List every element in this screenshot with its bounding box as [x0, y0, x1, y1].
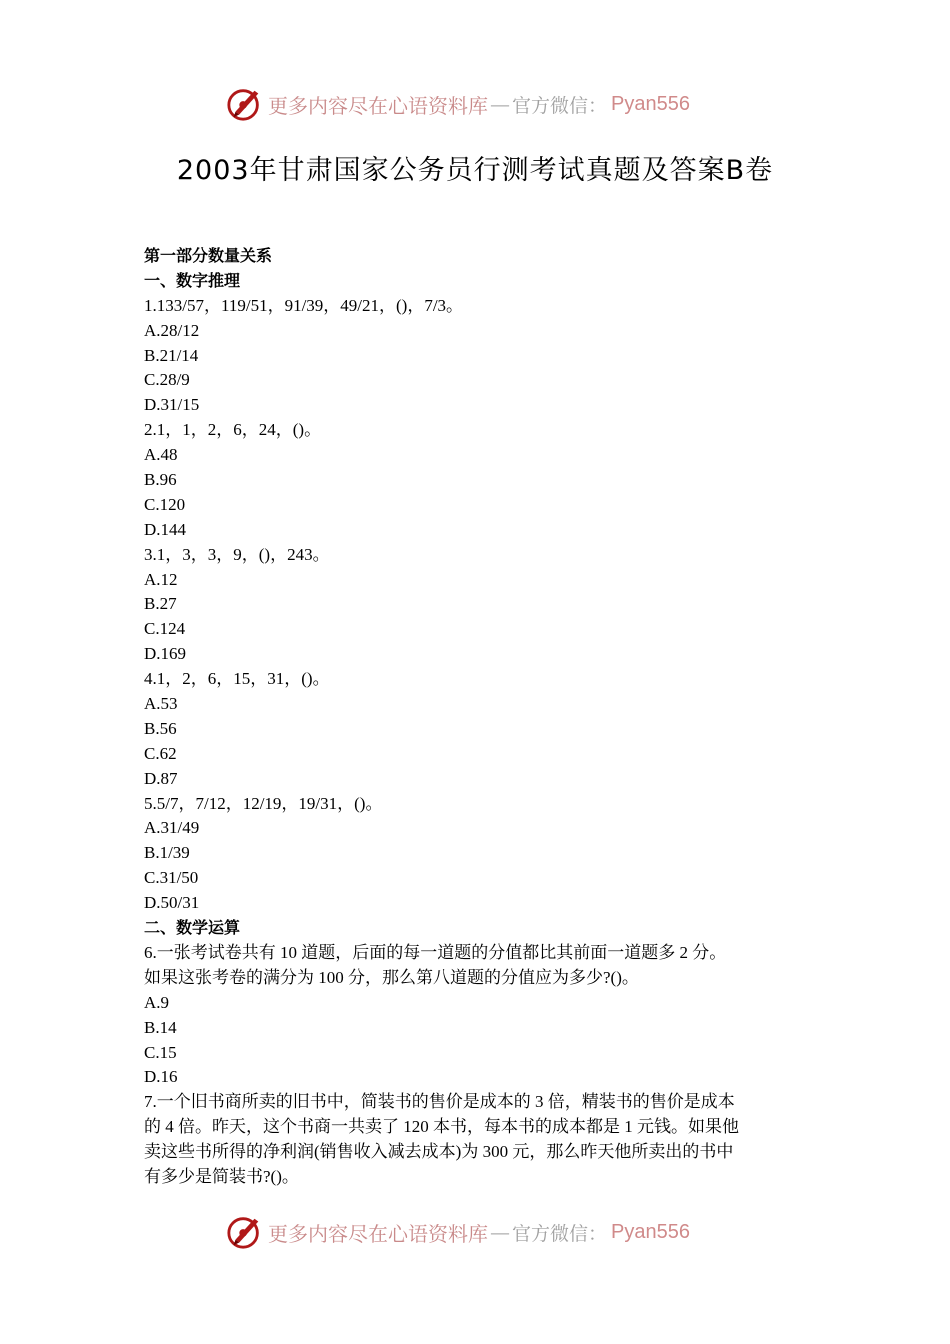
text-line: 7.一个旧书商所卖的旧书中，简装书的售价是成本的 3 倍，精装书的售价是成本: [144, 1092, 735, 1112]
pen-logo-icon: [226, 85, 264, 123]
text-line: B.21/14: [144, 345, 199, 365]
text-line: D.50/31: [144, 893, 200, 913]
watermark-text: 更多内容尽在心语资料库: [268, 1221, 488, 1246]
text-line: A.28/12: [144, 320, 200, 340]
text-line: 如果这张考卷的满分为 100 分，那么第八道题的分值应为多少?()。: [144, 967, 639, 987]
watermark-banner-bottom: [226, 1210, 726, 1254]
watermark-text: 更多内容尽在心语资料库: [268, 93, 488, 118]
text-line: 1.133/57，119/51，91/39，49/21，()，7/3。: [144, 295, 464, 315]
text-line: C.124: [144, 619, 186, 639]
text-line: B.1/39: [144, 843, 190, 863]
text-line: D.31/15: [144, 395, 200, 415]
text-line: D.169: [144, 644, 187, 664]
watermark-wechat-label: 官方微信：: [512, 94, 608, 117]
watermark-wechat-id: Pyan556: [611, 1220, 690, 1243]
text-line: D.16: [144, 1067, 178, 1087]
text-line: A.31/49: [144, 818, 200, 838]
text-line: C.31/50: [144, 868, 199, 888]
text-line: B.56: [144, 718, 177, 738]
document-body: [144, 244, 814, 1190]
section-heading: 二、数学运算: [144, 918, 241, 938]
text-line: 4.1，2，6，15，31，()。: [144, 669, 330, 689]
section-heading: 一、数字推理: [144, 270, 241, 290]
text-line: 卖这些书所得的净利润(销售收入减去成本)为 300 元，那么昨天他所卖出的书中: [144, 1142, 734, 1162]
text-line: 有多少是简装书?()。: [144, 1166, 299, 1186]
text-line: C.28/9: [144, 370, 190, 390]
text-line: C.120: [144, 494, 186, 514]
text-line: A.48: [144, 445, 178, 465]
text-line: B.96: [144, 470, 177, 490]
text-line: D.87: [144, 768, 178, 788]
text-line: 5.5/7，7/12，12/19，19/31，()。: [144, 793, 383, 813]
text-line: 6.一张考试卷共有 10 道题，后面的每一道题的分值都比其前面一道题多 2 分。: [144, 942, 727, 962]
text-line: C.62: [144, 743, 177, 763]
text-line: B.14: [144, 1017, 177, 1037]
text-line: B.27: [144, 594, 177, 614]
pen-logo-icon: [226, 1213, 264, 1251]
watermark-wechat-label: 官方微信：: [512, 1222, 608, 1245]
text-line: A.9: [144, 992, 170, 1012]
watermark-banner-top: [226, 82, 726, 126]
watermark-dash: —: [490, 92, 510, 116]
text-line: C.15: [144, 1042, 177, 1062]
text-line: A.53: [144, 694, 178, 714]
watermark-wechat-id: Pyan556: [611, 92, 690, 115]
text-line: 3.1，3，3，9，()，243。: [144, 544, 330, 564]
text-line: 的 4 倍。昨天，这个书商一共卖了 120 本书，每本书的成本都是 1 元钱。如果他: [144, 1117, 739, 1137]
text-line: 2.1，1，2，6，24，()。: [144, 420, 322, 440]
text-line: D.144: [144, 519, 187, 539]
text-line: A.12: [144, 569, 178, 589]
watermark-dash: —: [490, 1220, 510, 1244]
page-title: 2003年甘肃国家公务员行测考试真题及答案B卷: [176, 155, 774, 186]
section-heading: 第一部分数量关系: [144, 246, 273, 265]
